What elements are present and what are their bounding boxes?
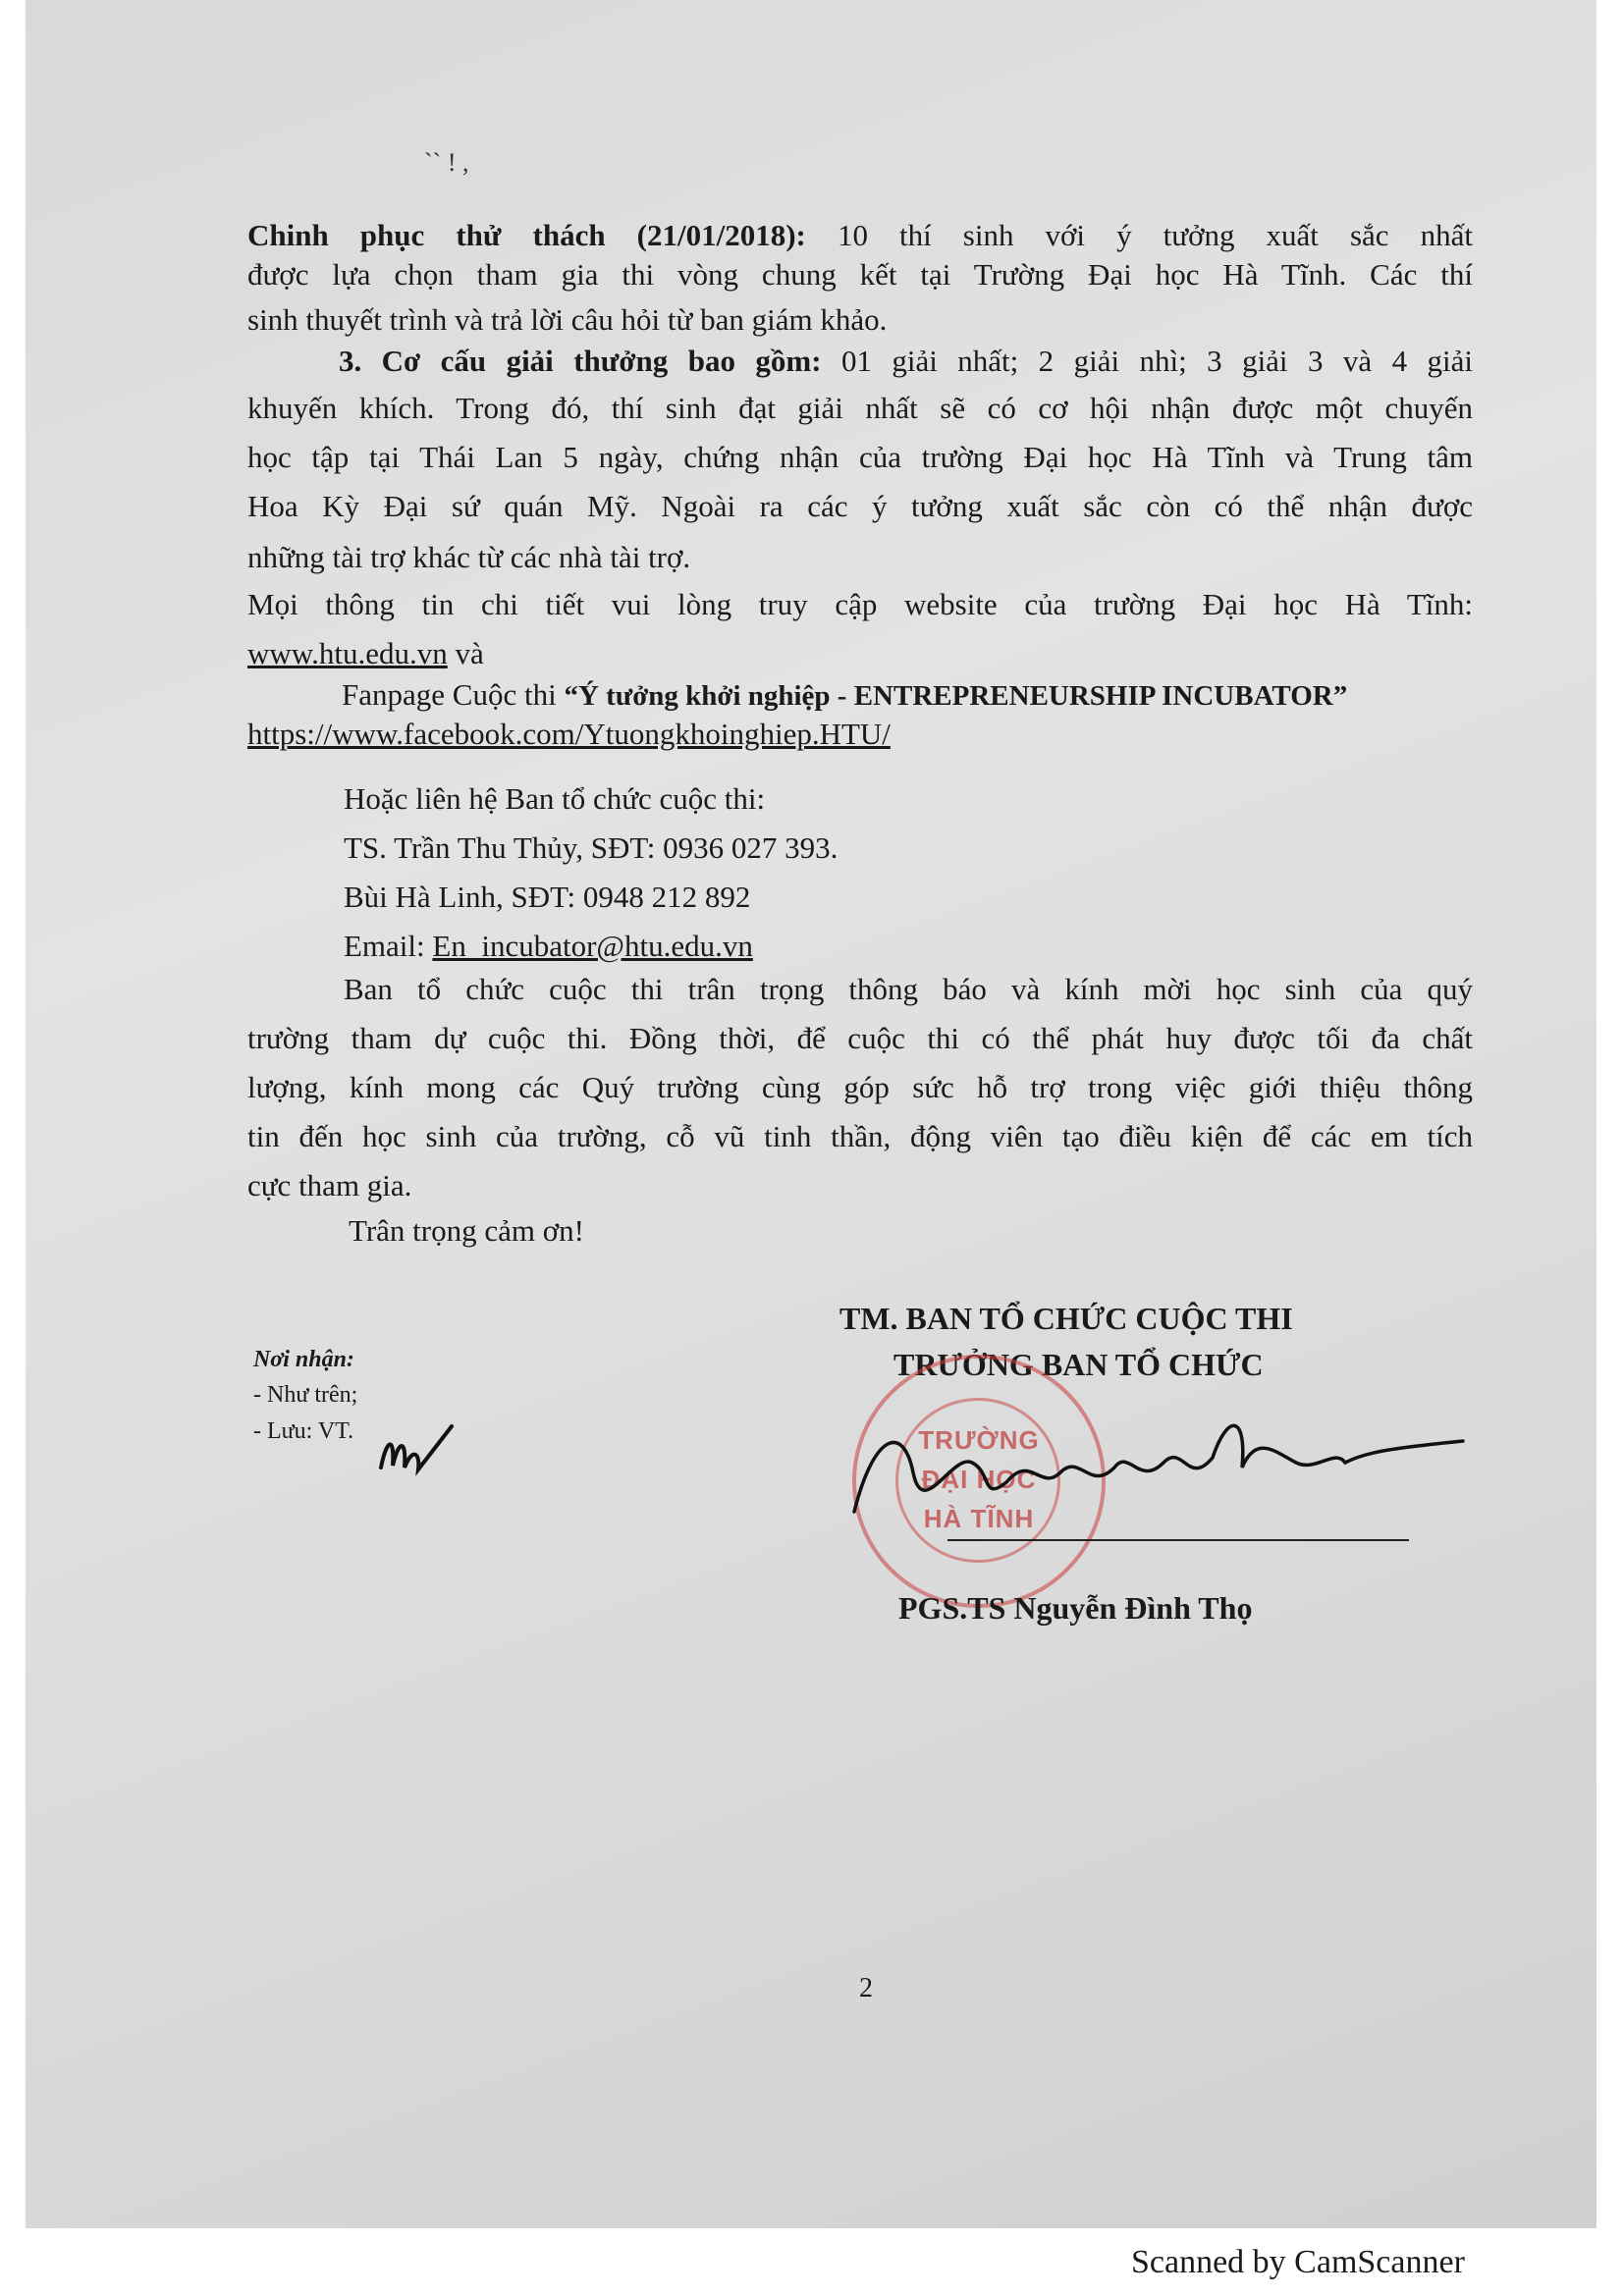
- info-line-2: [247, 636, 484, 671]
- closing-line-1: Ban tổ chức cuộc thi trân trọng thông báo và kính mời học sinh của quý: [344, 972, 1473, 1006]
- closing-line-2: trường tham dự cuộc thi. Đồng thời, để cuộc thi có thể phát huy được tối đa chất: [247, 1021, 1473, 1055]
- stamp-text-bottom: HÀ TĨNH: [923, 1504, 1035, 1533]
- contact-person-2: Bùi Hà Linh, SĐT: 0948 212 892: [344, 880, 751, 914]
- prizes-line-2: khuyến khích. Trong đó, thí sinh đạt giải nhất sẽ có cơ hội nhận được một chuyến: [247, 391, 1473, 425]
- closing-line-3: lượng, kính mong các Quý trường cùng góp sức hỗ trợ trong việc giới thiệu thông: [247, 1070, 1473, 1104]
- scanner-watermark: Scanned by CamScanner: [1131, 2244, 1465, 2280]
- top-fragment: ˋˋ ! ,: [424, 148, 469, 177]
- prizes-line-4: Hoa Kỳ Đại sứ quán Mỹ. Ngoài ra các ý tưởng xuất sắc còn có thể nhận được: [247, 489, 1473, 523]
- challenge-line-3: sinh thuyết trình và trả lời câu hỏi từ ban giám khảo.: [247, 302, 888, 337]
- recipients-title: Nơi nhận:: [253, 1347, 354, 1372]
- signature-line: [947, 1539, 1409, 1541]
- recipients-item-1: - Như trên;: [253, 1382, 358, 1408]
- email-label: Email:: [344, 929, 425, 963]
- prizes-line-3: học tập tại Thái Lan 5 ngày, chứng nhận của trường Đại học Hà Tĩnh và Trung tâm: [247, 440, 1473, 474]
- fanpage-url-link[interactable]: https://www.facebook.com/Ytuongkhoinghiep.HTU/: [247, 717, 891, 751]
- closing-line-5: cực tham gia.: [247, 1168, 412, 1202]
- closing-line-4: tin đến học sinh của trường, cỗ vũ tinh thần, động viên tạo điều kiện để các em tích: [247, 1119, 1473, 1153]
- contact-email-line: [344, 929, 753, 964]
- prizes-line-5: những tài trợ khác từ các nhà tài trợ.: [247, 540, 691, 574]
- signer-name: PGS.TS Nguyễn Đình Thọ: [898, 1590, 1253, 1626]
- org-line-1: TM. BAN TỔ CHỨC CUỘC THI: [839, 1301, 1293, 1336]
- prizes-line-1: [339, 344, 1473, 379]
- fanpage-line: [342, 677, 1347, 714]
- fanpage-prefix: Fanpage Cuộc thi: [342, 677, 557, 712]
- recipients-item-2: - Lưu: VT.: [253, 1418, 354, 1444]
- initials-icon: [373, 1418, 461, 1487]
- email-link[interactable]: En_incubator@htu.edu.vn: [432, 929, 753, 963]
- prizes-heading: 3. Cơ cấu giải thưởng bao gồm:: [339, 344, 822, 378]
- and-text: và: [455, 636, 484, 670]
- challenge-heading: Chinh phục thử thách (21/01/2018):: [247, 218, 806, 252]
- org-line-2: TRƯỞNG BAN TỔ CHỨC: [893, 1347, 1264, 1382]
- challenge-line-2: được lựa chọn tham gia thi vòng chung kết tại Trường Đại học Hà Tĩnh. Các thí: [247, 257, 1473, 292]
- website-link[interactable]: www.htu.edu.vn: [247, 636, 448, 670]
- prizes-text: 01 giải nhất; 2 giải nhì; 3 giải 3 và 4 giải: [840, 344, 1473, 378]
- stamp-text-top: TRƯỜNG: [918, 1425, 1040, 1455]
- stamp-text-mid: ĐẠI HỌC: [921, 1465, 1037, 1494]
- page-number: 2: [859, 1973, 873, 2003]
- contact-intro: Hoặc liên hệ Ban tổ chức cuộc thi:: [344, 781, 766, 816]
- signature-icon: [835, 1394, 1483, 1551]
- info-line-1: Mọi thông tin chi tiết vui lòng truy cập website của trường Đại học Hà Tĩnh:: [247, 587, 1473, 621]
- closing-thanks: Trân trọng cảm ơn!: [349, 1213, 584, 1248]
- fanpage-url-line: [247, 717, 891, 752]
- challenge-text: 10 thí sinh với ý tưởng xuất sắc nhất: [837, 218, 1473, 252]
- fanpage-name: “Ý tưởng khởi nghiệp - ENTREPRENEURSHIP INCUBATOR”: [564, 680, 1348, 712]
- challenge-line-1: [247, 218, 1473, 253]
- contact-person-1: TS. Trần Thu Thủy, SĐT: 0936 027 393.: [344, 830, 839, 865]
